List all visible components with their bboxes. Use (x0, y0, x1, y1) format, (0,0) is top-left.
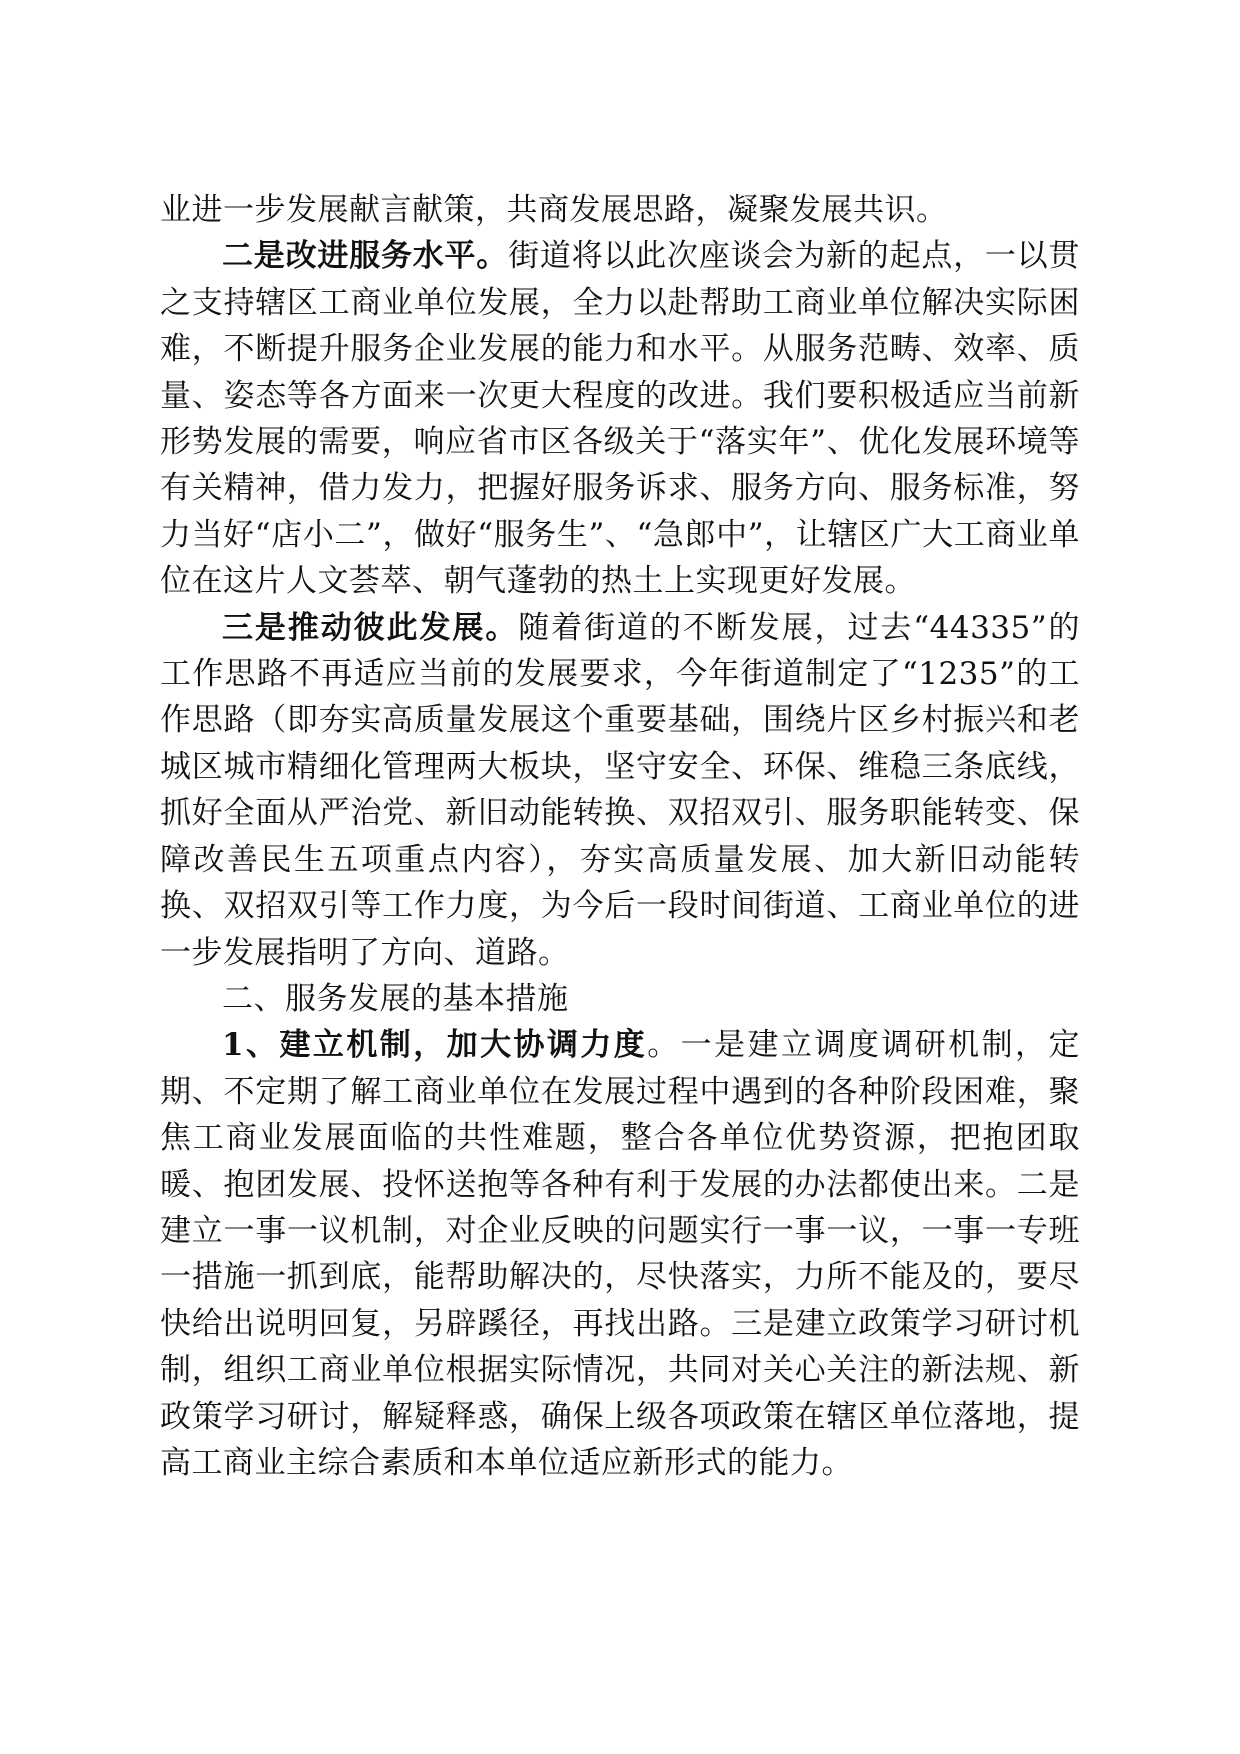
paragraph-lead: 二是改进服务水平。 (222, 238, 509, 275)
paragraph-continuation (160, 187, 1080, 233)
paragraph-establish-mechanism (160, 1022, 1080, 1486)
paragraph-lead: 1、建立机制，加大协调力度 (222, 1027, 648, 1064)
paragraph-text: 街道将以此次座谈会为新的起点，一以贯之支持辖区工商业单位发展，全力以赴帮助工商业单位解决实际困难，不断提升服务企业发展的能力和水平。从服务范畴、效率、质量、姿态等各方面来一次更大程度的改进。我们要积极适应当前新形势发展的需要，响应省市区各级关于“落实年”、优化发展环境等有关精神，借力发力，把握好服务诉求、服务方向、服务标准，努力当好“店小二”，做好“服务生”、“急郎中”，让辖区广大工商业单位在这片人文荟萃、朝气蓬勃的热土上实现更好发展。 (160, 238, 1081, 600)
paragraph-improve-service (160, 233, 1080, 604)
paragraph-text: 。一是建立调度调研机制，定期、不定期了解工商业单位在发展过程中遇到的各种阶段困难，聚焦工商业发展面临的共性难题，整合各单位优势资源，把抱团取暖、抱团发展、投怀送抱等各种有利于发展的办法都使出来。二是建立一事一议机制，对企业反映的问题实行一事一议，一事一专班一措施一抓到底，能帮助解决的，尽快落实，力所不能及的，要尽快给出说明回复，另辟蹊径，再找出路。三是建立政策学习研讨机制，组织工商业单位根据实际情况，共同对关心关注的新法规、新政策学习研讨，解疑释惑，确保上级各项政策在辖区单位落地，提高工商业主综合素质和本单位适应新形式的能力。 (160, 1027, 1080, 1481)
paragraph-text: 随着街道的不断发展，过去“44335”的工作思路不再适应当前的发展要求，今年街道制定了“1235”的工作思路（即夯实高质量发展这个重要基础，围绕片区乡村振兴和老城区城市精细化管理两大板块，坚守安全、环保、维稳三条底线，抓好全面从严治党、新旧动能转换、双招双引、服务职能转变、保障改善民生五项重点内容），夯实高质量发展、加大新旧动能转换、双招双引等工作力度，为今后一段时间街道、工商业单位的进一步发展指明了方向、道路。 (160, 609, 1081, 971)
heading-text: 二、服务发展的基本措施 (222, 980, 569, 1017)
paragraph-lead: 三是推动彼此发展。 (222, 609, 519, 646)
paragraph-text: 业进一步发展献言献策，共商发展思路，凝聚发展共识。 (160, 192, 948, 228)
section-heading (160, 976, 1080, 1022)
paragraph-mutual-development (160, 605, 1080, 976)
body-text (160, 187, 1080, 1486)
